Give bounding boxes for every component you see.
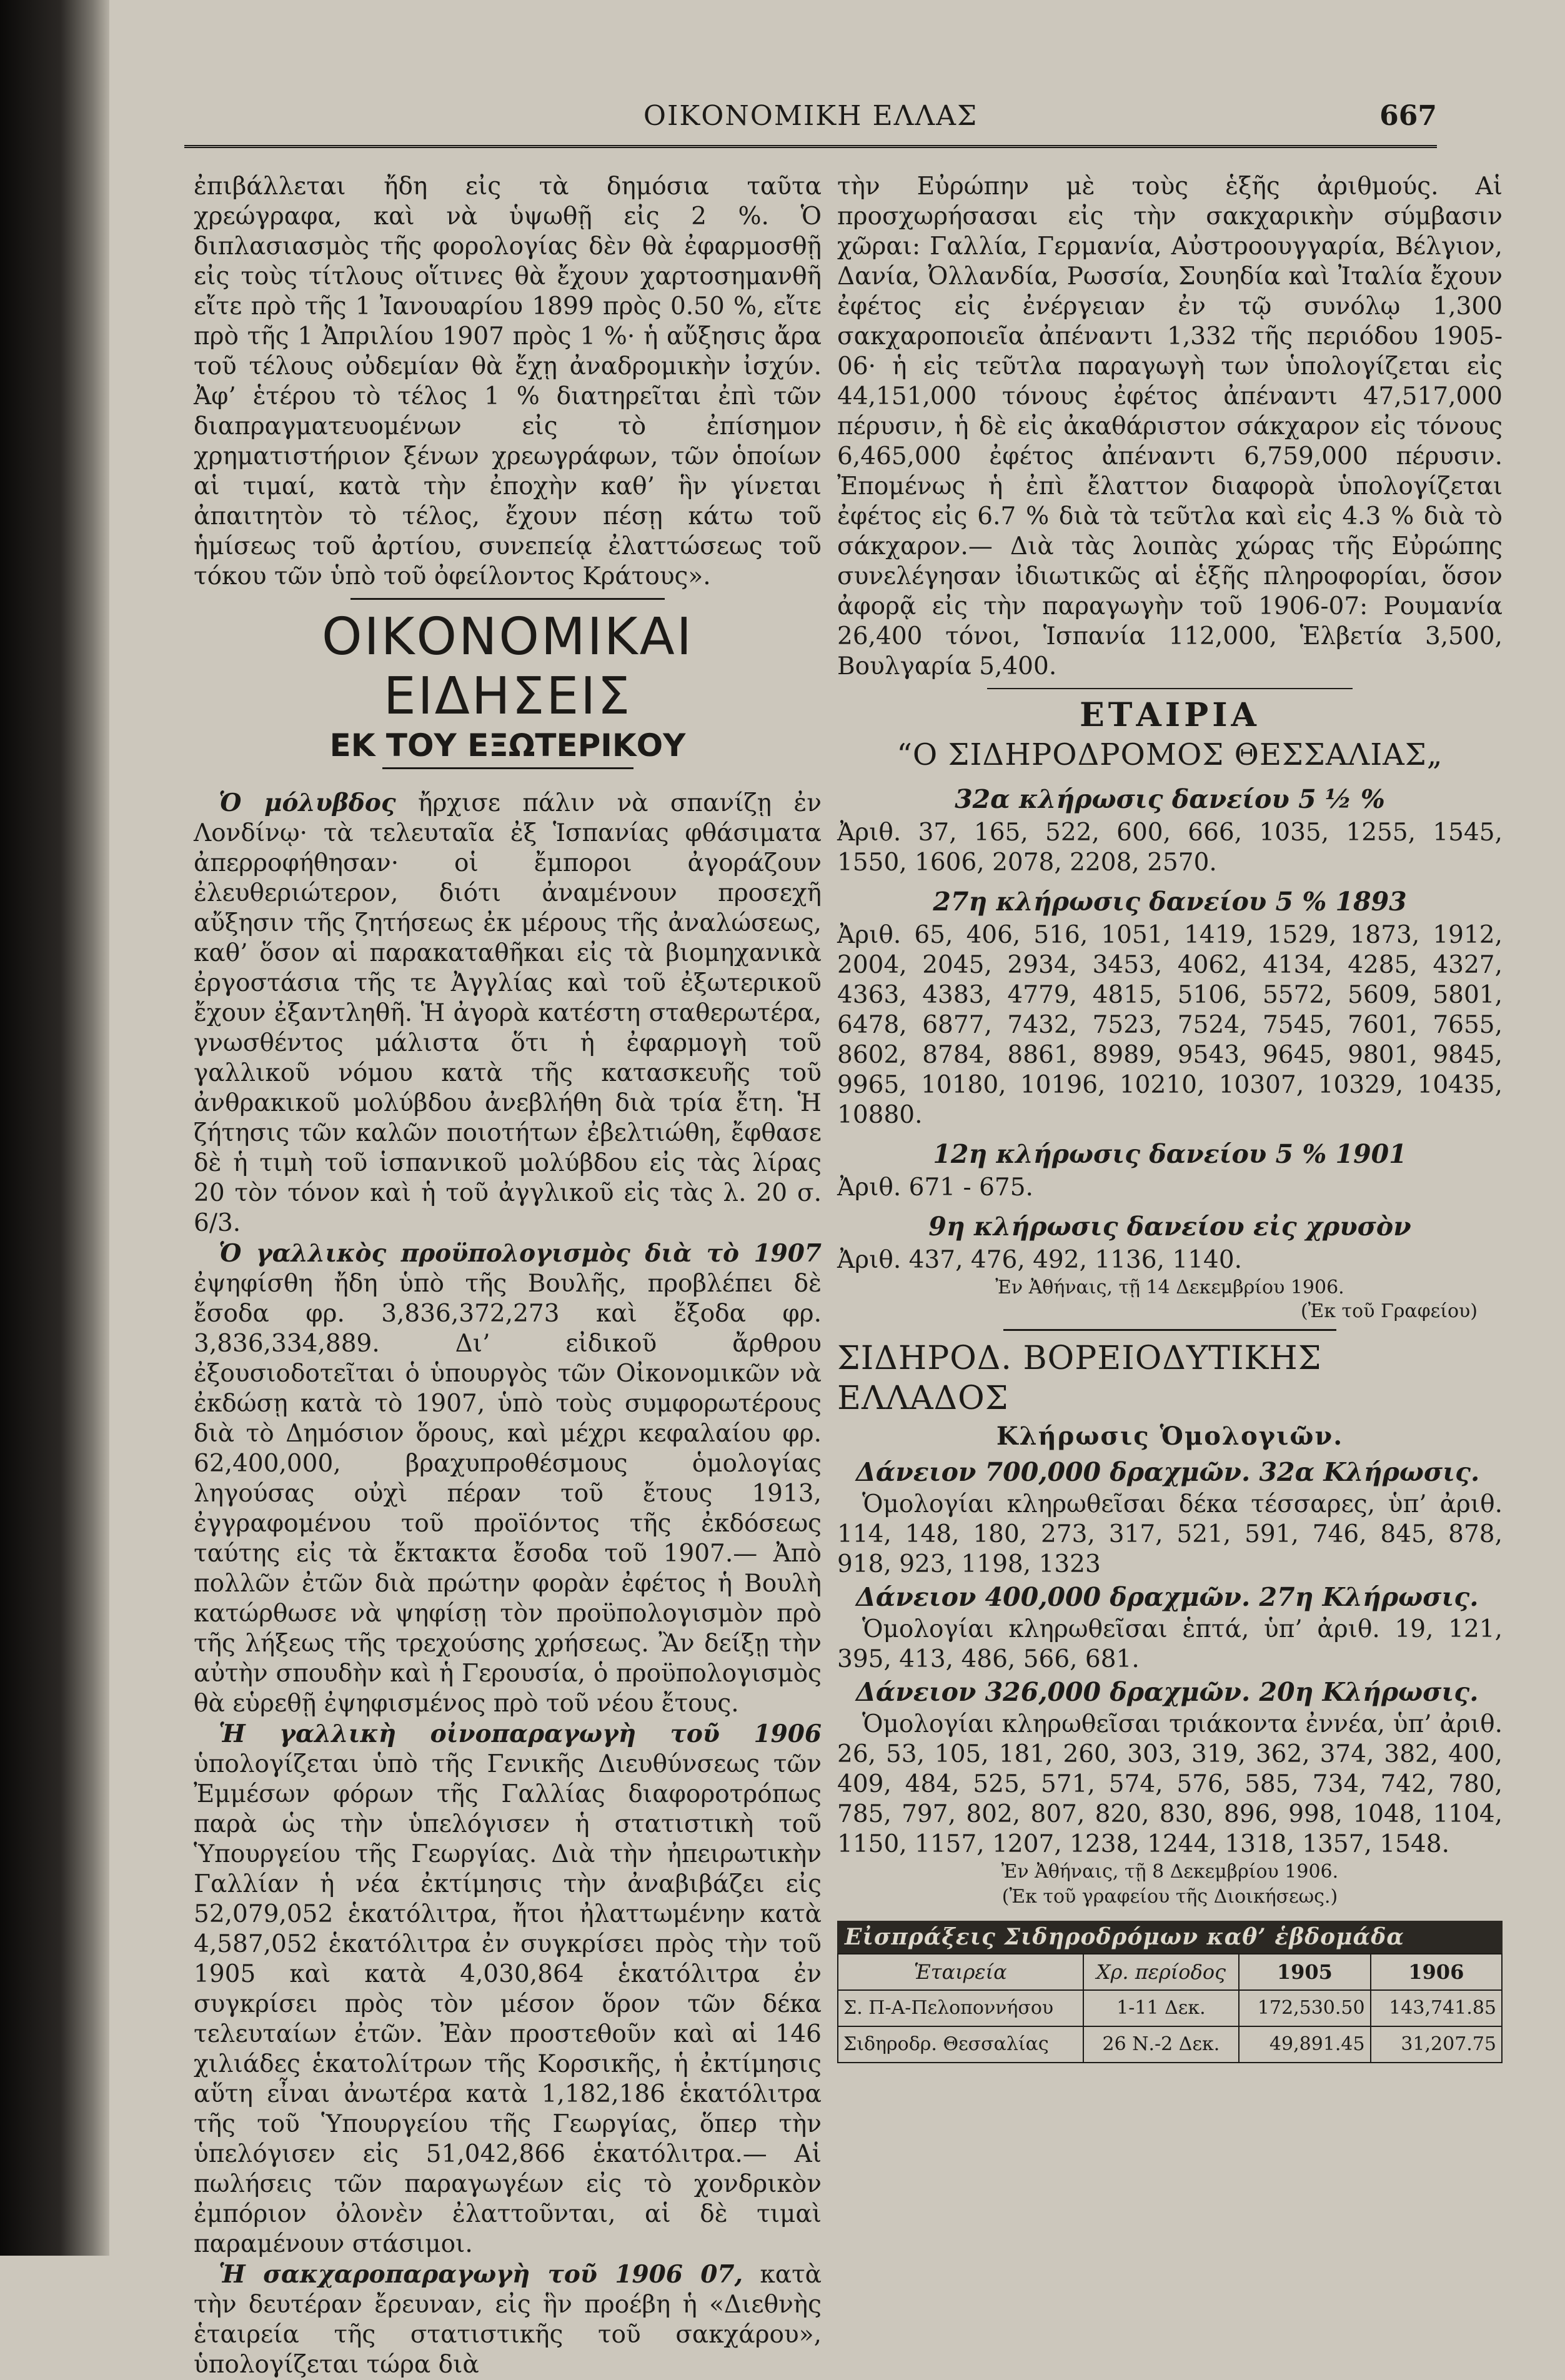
company-heading: ΕΤΑΙΡΙΑ — [1080, 696, 1260, 734]
section-subtitle: ΕΚ ΤΟΥ ΕΞΩΤΕΡΙΚΟΥ — [329, 727, 686, 764]
section-title: ΟΙΚΟΝΟΜΙΚΑΙ ΕΙΔΗΣΕΙΣ — [322, 607, 693, 726]
company-cell: Σιδηροδρ. Θεσσαλίας — [838, 2026, 1083, 2063]
loan-numbers: Ὁμολογίαι κληρωθεῖσαι τριάκοντα ἐννέα, ὑπ’ ἀριθ. 26, 53, 105, 181, 260, 303, 319, 362, 374, 382, 400, 409, 484, 525, 571, 574, 576, 585, 734, 742, 780, 785, 797, 802, 807, 820, 830, 896, 998, 1048, 1104, 1150, 1157, 1207, 1238, 1244, 1318, 1357, 1548. — [837, 1710, 1503, 1858]
loan-title: Δάνειον 326,000 δραχμῶν. 20η Κλήρωσις. — [856, 1677, 1479, 1707]
news-sugar-paragraph — [194, 2259, 822, 2380]
period-cell: 1-11 Δεκ. — [1083, 1990, 1240, 2026]
news-text: κατὰ τὴν δευτέραν ἔρευναν, εἰς ἣν προέβη ἡ «Διεθνὴς ἑταιρεία τῆς στατιστικῆς τοῦ σακχάρου», ὑπολογίζεται τώρα διὰ — [194, 2261, 822, 2379]
running-title: ΟΙΚΟΝΟΜΙΚΗ ΕΛΛΑΣ — [643, 100, 978, 132]
table-row — [838, 2026, 1502, 2063]
column-header: 1905 — [1239, 1954, 1370, 1990]
value-1905-cell: 49,891.45 — [1239, 2026, 1370, 2063]
news-text: ἤρχισε πάλιν νὰ σπανίζῃ ἐν Λονδίνῳ· τὰ τελευταῖα ἐξ Ἱσπανίας φθάσιματα ἀπερροφήθησαν· οἱ ἔμποροι ἀγοράζουν ἐλευθεριώτερον, διότι ἀναμένουν προσεχῆ αὔξησιν τῆς ζητήσεως ἐκ μέρους τῆς ἀναλώσεως, καθ’ ὅσον αἱ παρακαταθῆκαι εἰς τὰ βιομηχανικὰ ἐργοστάσια τῆς τε Ἀγγλίας καὶ τοῦ ἐξωτερικοῦ ἔχουν ἐξαντληθῆ. Ἡ ἀγορὰ κατέστη σταθερωτέρα, γνωσθέντος μάλιστα ὅτι ἡ ἐφαρμογὴ τοῦ γαλλικοῦ νόμου κατὰ τῆς κατασκευῆς τοῦ ἀνθρακικοῦ μολύβδου ἀνεβλήθη διὰ τρία ἔτη. Ἡ ζήτησις τῶν καλῶν ποιοτήτων ἐβελτιώθη, ἔφθασε δὲ ἡ τιμὴ τοῦ ἱσπανικοῦ μολύβδου εἰς τὰς λίρας 20 τὸν τόνον καὶ ἡ τοῦ ἀγγλικοῦ εἰς τὰς λ. 20 σ. 6/3. — [194, 789, 822, 1237]
news-budget-paragraph — [194, 1238, 822, 1719]
separator — [350, 598, 665, 600]
loan-title: Δάνειον 400,000 δραχμῶν. 27η Κλήρωσις. — [856, 1582, 1479, 1612]
draw-numbers: Ἀριθ. 65, 406, 516, 1051, 1419, 1529, 1873, 1912, 2004, 2045, 2934, 3453, 4062, 4134, 4285, 4327, 4363, 4383, 4779, 4815, 5106, 5572, 5609, 5801, 6478, 6877, 7432, 7523, 7524, 7545, 7601, 7655, 8602, 8784, 8861, 8989, 9543, 9645, 9801, 9845, 9965, 10180, 10196, 10210, 10307, 10329, 10435, 10880. — [837, 921, 1503, 1129]
source-note: (Ἐκ τοῦ γραφείου τῆς Διοικήσεως.) — [1001, 1886, 1338, 1908]
separator — [1003, 1329, 1336, 1331]
column-header: Ἑταιρεία — [838, 1954, 1083, 1990]
company-name: “Ο ΣΙΔΗΡΟΔΡΟΜΟΣ ΘΕΣΣΑΛΙΑΣ„ — [897, 737, 1443, 772]
draw-title: 12η κλήρωσις δανείου 5 % 1901 — [933, 1139, 1407, 1169]
source-note: (Ἐκ τοῦ Γραφείου) — [1300, 1300, 1478, 1322]
receipts-table — [837, 1953, 1503, 2063]
table-header-row — [838, 1954, 1502, 1990]
draw-title: 27η κλήρωσις δανείου 5 % 1893 — [933, 887, 1407, 917]
right-column — [837, 172, 1503, 2063]
header-rule — [184, 145, 1437, 152]
column-header: 1906 — [1371, 1954, 1502, 1990]
draw-numbers: Ἀριθ. 437, 476, 492, 1136, 1140. — [837, 1246, 1243, 1274]
draw-numbers: Ἀριθ. 37, 165, 522, 600, 666, 1035, 1255, 1545, 1550, 1606, 2078, 2208, 2570. — [837, 819, 1503, 877]
value-1906-cell: 143,741.85 — [1371, 1990, 1502, 2026]
page-number: 667 — [1379, 100, 1437, 132]
signature-date: Ἐν Ἀθήναις, τῇ 8 Δεκεμβρίου 1906. — [1001, 1861, 1339, 1883]
column-header: Χρ. περίοδος — [1083, 1954, 1240, 1990]
loan-title: Δάνειον 700,000 δραχμῶν. 32α Κλήρωσις. — [856, 1457, 1480, 1487]
news-lead-paragraph — [194, 788, 822, 1238]
news-lead: Ἡ σακχαροπαραγωγὴ τοῦ 1906 07, — [219, 2260, 743, 2289]
news-lead: Ἡ γαλλικὴ οἰνοπαραγωγὴ τοῦ 1906 — [219, 1720, 822, 1748]
bond-draw-heading: Κλήρωσις Ὁμολογιῶν. — [996, 1422, 1344, 1451]
loan-numbers: Ὁμολογίαι κληρωθεῖσαι ἑπτά, ὑπ’ ἀριθ. 19, 121, 395, 413, 486, 566, 681. — [837, 1615, 1503, 1673]
news-text: ὑπολογίζεται ὑπὸ τῆς Γενικῆς Διευθύνσεως τῶν Ἐμμέσων φόρων τῆς Γαλλίας διαφοροτρόπως παρὰ ὡς τὴν ὑπελόγισεν ἡ στατιστικὴ τοῦ Ὑπουργείου τῆς Γεωργίας. Διὰ τὴν ἠπειρωτικὴν Γαλλίαν ἡ νέα ἐκτίμησις τὴν ἀναβιβάζει εἰς 52,079,052 ἑκατόλιτρα, ἤτοι ἠλαττωμένην κατὰ 4,587,052 ἑκατόλιτρα ἐν συγκρίσει πρὸς τὴν τοῦ 1905 καὶ κατὰ 4,030,864 ἑκατόλιτρα ἐν συγκρίσει πρὸς τὸν μέσον ὅρον τῶν δέκα τελευταίων ἐτῶν. Ἐὰν προστεθοῦν καὶ αἱ 146 χιλιάδες ἑκατολίτρων τῆς Κορσικῆς, ἡ ἐκτίμησις αὕτη εἶναι ἀνωτέρα κατὰ 1,182,186 ἑκατόλιτρα τῆς τοῦ Ὑπουργείου τῆς Γεωργίας, ὅπερ τὴν ὑπελόγισεν εἰς 51,042,866 ἑκατόλιτρα.— Αἱ πωλήσεις τῶν παραγωγέων εἰς τὸ χονδρικὸν ἐμπόριον ὀλονὲν ἐλαττοῦνται, αἱ δὲ τιμαὶ παραμένουν στάσιμοι. — [194, 1750, 822, 2258]
separator — [987, 688, 1353, 689]
subtitle-rule — [382, 767, 633, 769]
page-header — [184, 100, 1437, 144]
draw-title: 9η κλήρωσις δανείου εἰς χρυσὸν — [928, 1212, 1411, 1242]
railway-section-title: ΣΙΔΗΡΟΔ. ΒΟΡΕΙΟΔΥΤΙΚΗΣ ΕΛΛΑΔΟΣ — [837, 1340, 1322, 1417]
left-column — [194, 172, 822, 2380]
loan-numbers: Ὁμολογίαι κληρωθεῖσαι δέκα τέσσαρες, ὑπ’ ἀριθ. 114, 148, 180, 273, 317, 521, 591, 746, 845, 878, 918, 923, 1198, 1323 — [837, 1490, 1503, 1578]
period-cell: 26 Ν.-2 Δεκ. — [1083, 2026, 1240, 2063]
value-1906-cell: 31,207.75 — [1371, 2026, 1502, 2063]
news-text: ἐψηφίσθη ἤδη ὑπὸ τῆς Βουλῆς, προβλέπει δὲ ἔσοδα φρ. 3,836,372,273 καὶ ἔξοδα φρ. 3,836,334,889. Δι’ εἰδικοῦ ἄρθρου ἐξουσιοδοτεῖται ὁ ὑπουργὸς τῶν Οἰκονομικῶν νὰ ἐκδώσῃ κατὰ τὸ 1907, ὑπὸ τοὺς συμφορωτέρους διὰ τὸ Δημόσιον ὅρους, καὶ μέχρι κεφαλαίου φρ. 62,400,000, βραχυπροθέσμους ὁμολογίας ληγούσας οὐχὶ πέραν τοῦ ἔτους 1913, ἐγγραφομένου τοῦ προϊόντος τῆς ἐκδόσεως ταύτης εἰς τὰ ἔκτακτα ἔσοδα τοῦ 1907.— Ἀπὸ πολλῶν ἐτῶν διὰ πρώτην φορὰν ἐφέτος ἡ Βουλὴ κατώρθωσε νὰ ψηφίσῃ τὸν προϋπολογισμὸν πρὸ τῆς λήξεως τῆς τρεχούσης χρήσεως. Ἂν δείξῃ τὴν αὐτὴν σπουδὴν καὶ ἡ Γερουσία, ὁ προϋπολογισμὸς θὰ εὑρεθῇ ἐψηφισμένος πρὸ τοῦ νέου ἔτους. — [194, 1270, 822, 1718]
company-cell: Σ. Π-Α-Πελοποννήσου — [838, 1990, 1083, 2026]
news-wine-paragraph — [194, 1719, 822, 2259]
receipts-table-title: Εἰσπράξεις Σιδηροδρόμων καθ’ ἑβδομάδα — [837, 1921, 1503, 1953]
signature-date: Ἐν Ἀθήναις, τῇ 14 Δεκεμβρίου 1906. — [995, 1277, 1344, 1298]
news-lead: Ὁ μόλυβδος — [219, 789, 396, 817]
sugar-continued-paragraph: τὴν Εὐρώπην μὲ τοὺς ἑξῆς ἀριθμούς. Αἱ προσχωρήσασαι εἰς τὴν σακχαρικὴν σύμβασιν χῶραι: Γαλλία, Γερμανία, Αὐστροουγγαρία, Βέλγιον, Δανία, Ὀλλανδία, Ρωσσία, Σουηδία καὶ Ἰταλία ἔχουν ἐφέτος εἰς ἐνέργειαν ἐν τῷ συνόλῳ 1,300 σακχαροποιεῖα ἀπέναντι 1,332 τῆς περιόδου 1905-06· ἡ εἰς τεῦτλα παραγωγὴ των ὑπολογίζεται εἰς 44,151,000 τόνους ἐφέτος ἀπέναντι 47,517,000 πέρυσιν, ἡ δὲ εἰς ἀκαθάριστον σάκχαρον εἰς τόνους 6,465,000 ἐφέτος ἀπέναντι 6,759,000 πέρυσιν. Ἐπομένως ἡ ἐπὶ ἔλαττον διαφορὰ ὑπολογίζεται ἐφέτος εἰς 6.7 % διὰ τὰ τεῦτλα καὶ εἰς 4.3 % διὰ τὸ σάκχαρον.— Διὰ τὰς λοιπὰς χώρας τῆς Εὐρώπης συνελέγησαν ἰδιωτικῶς αἱ ἑξῆς πληροφορίαι, ὅσον ἀφορᾷ εἰς τὴν παραγωγὴν τοῦ 1906-07: Ρουμανία 26,400 τόνοι, Ἱσπανία 112,000, Ἑλβετία 3,500, Βουλγαρία 5,400. — [837, 172, 1503, 680]
table-row — [838, 1990, 1502, 2026]
page — [109, 0, 1565, 2379]
book-spine-shadow — [0, 0, 109, 2256]
draw-numbers: Ἀριθ. 671 - 675. — [837, 1173, 1033, 1202]
continued-paragraph: ἐπιβάλλεται ἤδη εἰς τὰ δημόσια ταῦτα χρεώγραφα, καὶ νὰ ὑψωθῇ εἰς 2 %. Ὁ διπλασιασμὸς τῆς φορολογίας δὲν θὰ ἐφαρμοσθῇ εἰς τοὺς τίτλους οἵτινες θὰ ἔχουν χαρτοσημανθῆ εἴτε πρὸ τῆς 1 Ἰανουαρίου 1899 πρὸς 0.50 %, εἴτε πρὸ τῆς 1 Ἀπριλίου 1907 πρὸς 1 %· ἡ αὔξησις ἄρα τοῦ τέλους οὐδεμίαν θὰ ἔχῃ ἀναδρομικὴν ἰσχύν. Ἀφ’ ἑτέρου τὸ τέλος 1 % διατηρεῖται ἐπὶ τῶν διαπραγματευομένων εἰς τὸ ἐπίσημον χρηματιστήριον ξένων χρεωγράφων, τῶν ὁποίων αἱ τιμαί, κατὰ τὴν ἐποχὴν καθ’ ἣν γίνεται ἀπαιτητὸν τὸ τέλος, ἔχουν πέσῃ κάτω τοῦ ἡμίσεως τοῦ ἀρτίου, συνεπείᾳ ἐλαττώσεως τοῦ τόκου τῶν ὑπὸ τοῦ ὀφείλοντος Κράτους». — [194, 172, 822, 590]
value-1905-cell: 172,530.50 — [1239, 1990, 1370, 2026]
news-lead: Ὁ γαλλικὸς προϋπολογισμὸς διὰ τὸ 1907 — [219, 1239, 822, 1268]
draw-title: 32α κλήρωσις δανείου 5 ½ % — [955, 784, 1385, 814]
